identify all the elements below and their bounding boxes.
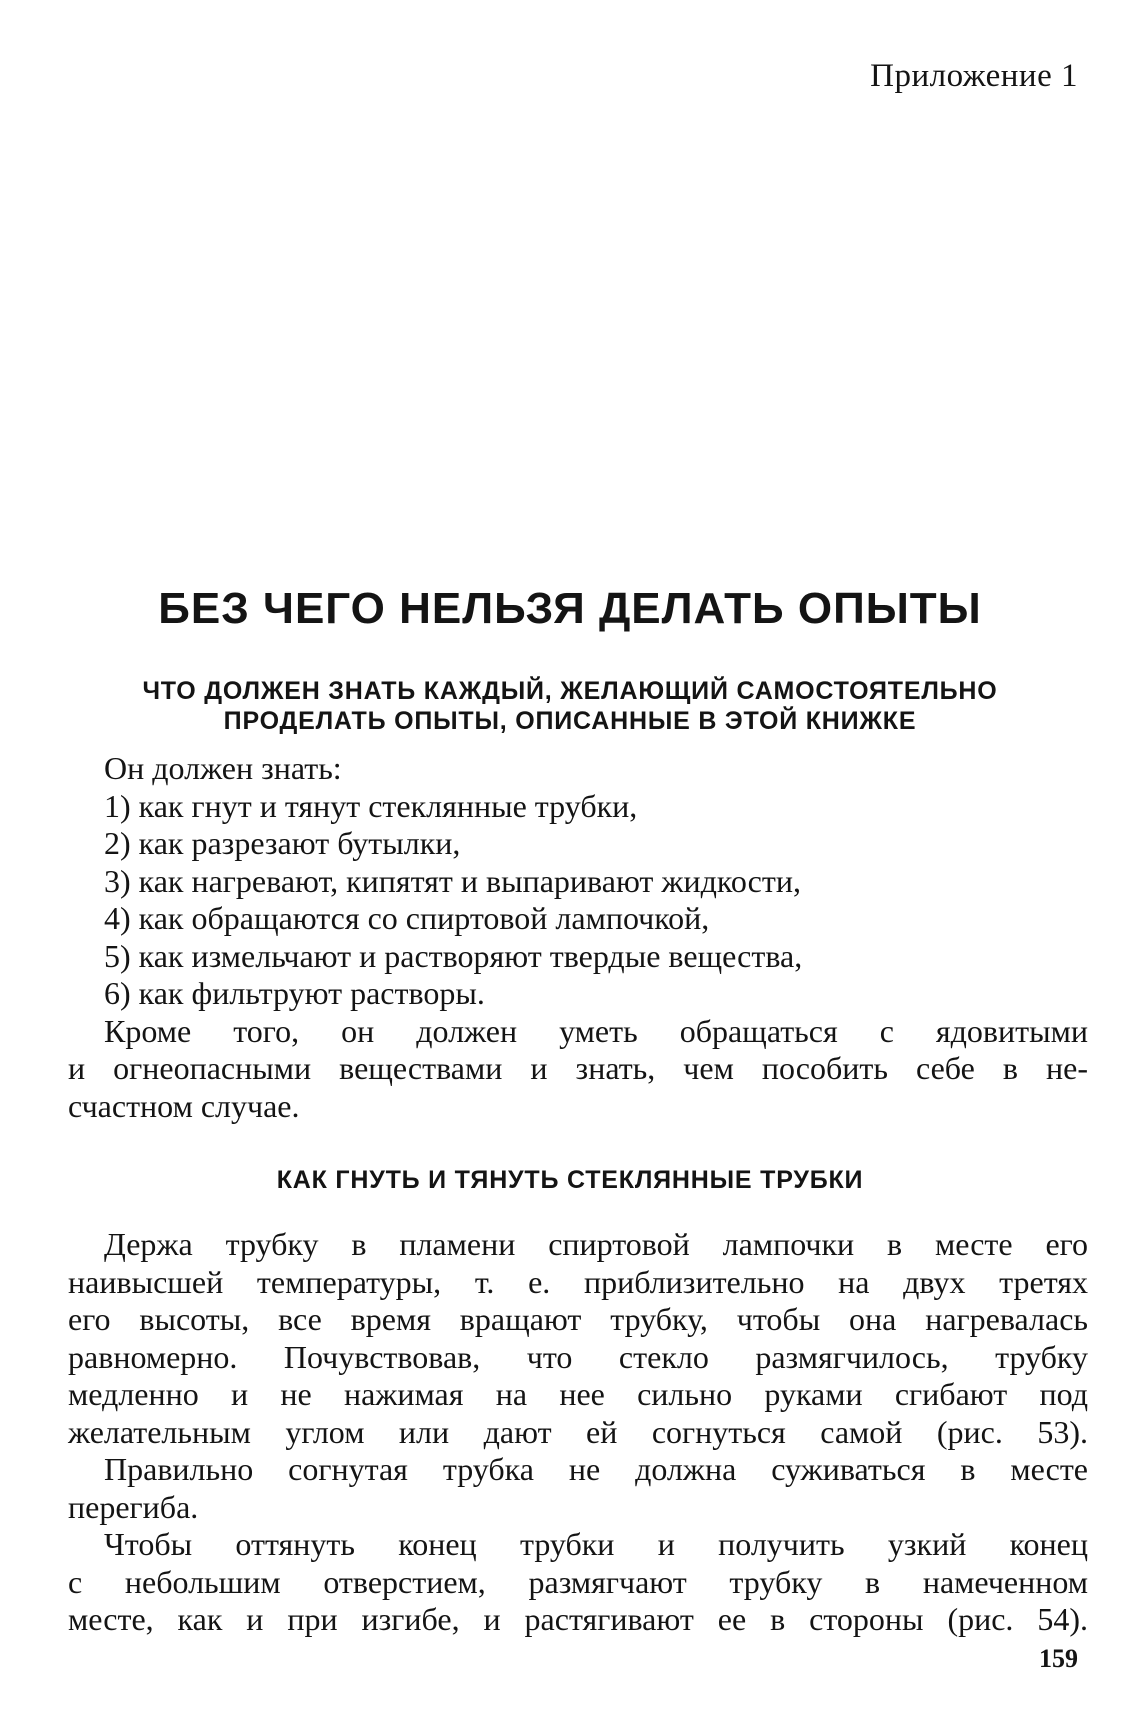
appendix-label: Приложение 1 bbox=[870, 58, 1078, 94]
subtitle bbox=[60, 676, 1080, 736]
paragraph-line: Кроме того, он должен уметь обращаться с ядовитыми bbox=[104, 1012, 1088, 1049]
paragraph-line: счастном случае. bbox=[68, 1087, 300, 1124]
paragraph-line: Держа трубку в пламени спиртовой лампочки в месте его bbox=[104, 1226, 1088, 1262]
list-item: 1) как гнут и тянут стеклянные трубки, bbox=[104, 787, 638, 824]
list-item: 6) как фильтруют растворы. bbox=[104, 975, 485, 1011]
section-heading: КАК ГНУТЬ И ТЯНУТЬ СТЕКЛЯННЫЕ ТРУБКИ bbox=[276, 1166, 864, 1194]
paragraph-line: и огнеопасными веществами и знать, чем пособить себе в не- bbox=[68, 1050, 1088, 1086]
intro-text: Он должен знать: bbox=[104, 750, 342, 786]
paragraph-line: с небольшим отверстием, размягчают трубку в намеченном bbox=[68, 1563, 1088, 1600]
paragraph-line: наивысшей температуры, т. е. приблизительно на двух третях bbox=[68, 1263, 1088, 1300]
list-item: 4) как обращаются со спиртовой лампочкой, bbox=[104, 900, 710, 936]
paragraph-line: перегиба. bbox=[68, 1488, 199, 1525]
page-number: 159 bbox=[1039, 1644, 1078, 1673]
page-title: БЕЗ ЧЕГО НЕЛЬЗЯ ДЕЛАТЬ ОПЫТЫ bbox=[158, 584, 982, 633]
paragraph-line: его высоты, все время вращают трубку, чтобы она нагревалась bbox=[68, 1301, 1088, 1337]
paragraph-line: месте, как и при изгибе, и растягивают ее в стороны (рис. 54). bbox=[68, 1601, 1088, 1637]
list-item: 5) как измельчают и растворяют твердые вещества, bbox=[104, 937, 803, 974]
paragraph-line: Правильно согнутая трубка не должна суживаться в месте bbox=[104, 1451, 1088, 1487]
paragraph-line: желательным углом или дают ей согнуться самой (рис. 53). bbox=[68, 1413, 1088, 1450]
list-item: 2) как разрезают бутылки, bbox=[104, 825, 461, 861]
list-item: 3) как нагревают, кипятят и выпаривают жидкости, bbox=[104, 862, 801, 899]
section-body bbox=[68, 1226, 1088, 1639]
subtitle-line: ПРОДЕЛАТЬ ОПЫТЫ, ОПИСАННЫЕ В ЭТОЙ КНИЖКЕ bbox=[223, 707, 917, 735]
paragraph-line: Чтобы оттянуть конец трубки и получить узкий конец bbox=[104, 1526, 1088, 1562]
intro-block bbox=[68, 750, 1088, 1125]
paragraph-line: равномерно. Почувствовав, что стекло размягчилось, трубку bbox=[68, 1338, 1088, 1375]
subtitle-line: ЧТО ДОЛЖЕН ЗНАТЬ КАЖДЫЙ, ЖЕЛАЮЩИЙ САМОСТОЯТЕЛЬНО bbox=[142, 677, 998, 705]
paragraph-line: медленно и не нажимая на нее сильно руками сгибают под bbox=[68, 1376, 1088, 1412]
